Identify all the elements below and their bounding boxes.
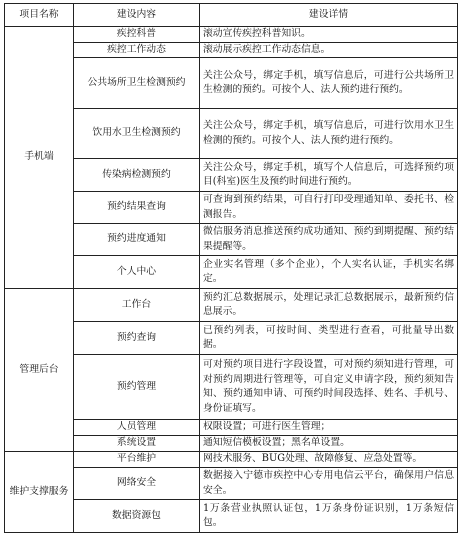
content-cell: 系统设置 — [74, 436, 200, 452]
detail-cell: 微信服务消息推送预约成功通知、预约到期提醒、预约结果提醒等。 — [200, 224, 458, 256]
content-cell: 饮用水卫生检测预约 — [74, 109, 200, 159]
category-mobile: 手机端 — [5, 27, 74, 289]
construction-table — [4, 3, 458, 533]
detail-cell: 通知短信模板设置；黑名单设置。 — [200, 436, 458, 452]
table-row — [5, 289, 458, 322]
category-admin-backend: 管理后台 — [5, 289, 74, 452]
content-cell: 预约管理 — [74, 355, 200, 420]
content-cell: 预约查询 — [74, 322, 200, 355]
content-cell: 人员管理 — [74, 420, 200, 436]
content-cell: 平台维护 — [74, 452, 200, 468]
table-row — [5, 27, 458, 43]
detail-cell: 关注公众号，绑定手机，填写个人信息后，可选择预约项目(科室)医生及预约时间进行预约。 — [200, 159, 458, 192]
header-construction-content: 建设内容 — [74, 4, 200, 27]
detail-cell: 已预约列表，可按时间、类型进行查看，可批量导出数据。 — [200, 322, 458, 355]
content-cell: 传染病检测预约 — [74, 159, 200, 192]
content-cell: 疾控工作动态 — [74, 42, 200, 58]
table-row — [5, 452, 458, 468]
detail-cell: 权限设置；可进行医生管理； — [200, 420, 458, 436]
content-cell: 预约进度通知 — [74, 224, 200, 256]
detail-cell: 网技术服务、BUG处理、故障修复、应急处置等。 — [200, 452, 458, 468]
detail-cell: 1万条营业执照认证包，1万条身份证识别，1万条短信包。 — [200, 500, 458, 533]
content-cell: 公共场所卫生检测预约 — [74, 58, 200, 109]
content-cell: 预约结果查询 — [74, 192, 200, 224]
detail-cell: 关注公众号，绑定手机，填写信息后，可进行饮用水卫生检测的预约。可按个人、法人预约进行预约。 — [200, 109, 458, 159]
content-cell: 疾控科普 — [74, 27, 200, 43]
category-maintenance-support: 维护支撑服务 — [5, 452, 74, 533]
detail-cell: 数据接入宁德市疾控中心专用电信云平台，确保用户信息安全。 — [200, 468, 458, 500]
table-header-row — [5, 4, 458, 27]
content-cell: 数据资源包 — [74, 500, 200, 533]
content-cell: 工作台 — [74, 289, 200, 322]
detail-cell: 企业实名管理（多个企业），个人实名认证，手机实名绑定。 — [200, 256, 458, 289]
detail-cell: 可查询到预约结果，可自行打印受理通知单、委托书、检测报告。 — [200, 192, 458, 224]
detail-cell: 可对预约项目进行字段设置，可对预约须知进行管理，可对预约周期进行管理等，可自定义申请字段，预约须知告知、预约通知申请、可预约时间段选择、姓名、手机号、身份证填写。 — [200, 355, 458, 420]
header-project-name: 项目名称 — [5, 4, 74, 27]
detail-cell: 预约汇总数据展示，处理记录汇总数据展示，最新预约信息展示。 — [200, 289, 458, 322]
detail-cell: 关注公众号，绑定手机，填写信息后，可进行公共场所卫生检测的预约。可按个人、法人预约进行预约。 — [200, 58, 458, 109]
detail-cell: 滚动宣传疾控科普知识。 — [200, 27, 458, 43]
content-cell: 个人中心 — [74, 256, 200, 289]
header-construction-detail: 建设详情 — [200, 4, 458, 27]
detail-cell: 滚动展示疾控工作动态信息。 — [200, 42, 458, 58]
content-cell: 网络安全 — [74, 468, 200, 500]
